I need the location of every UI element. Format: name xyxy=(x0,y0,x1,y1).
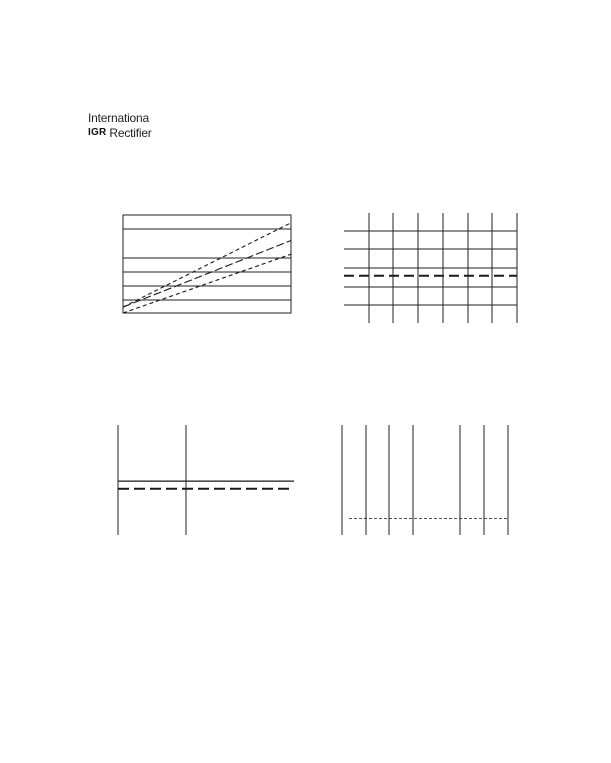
chart-1-series-line-1 xyxy=(123,223,291,307)
chart-1 xyxy=(123,215,291,313)
chart-2 xyxy=(344,213,517,323)
chart-3 xyxy=(118,425,294,535)
chart-4 xyxy=(342,425,508,535)
logo-mark: IGR xyxy=(88,127,107,138)
logo-text-line2: Rectifier xyxy=(109,126,152,140)
chart-1-frame xyxy=(123,215,291,313)
chart-1-series-line-2 xyxy=(123,241,291,308)
chart-1-series-line-3 xyxy=(123,254,291,313)
logo-text-line1: Internationa xyxy=(88,111,149,125)
